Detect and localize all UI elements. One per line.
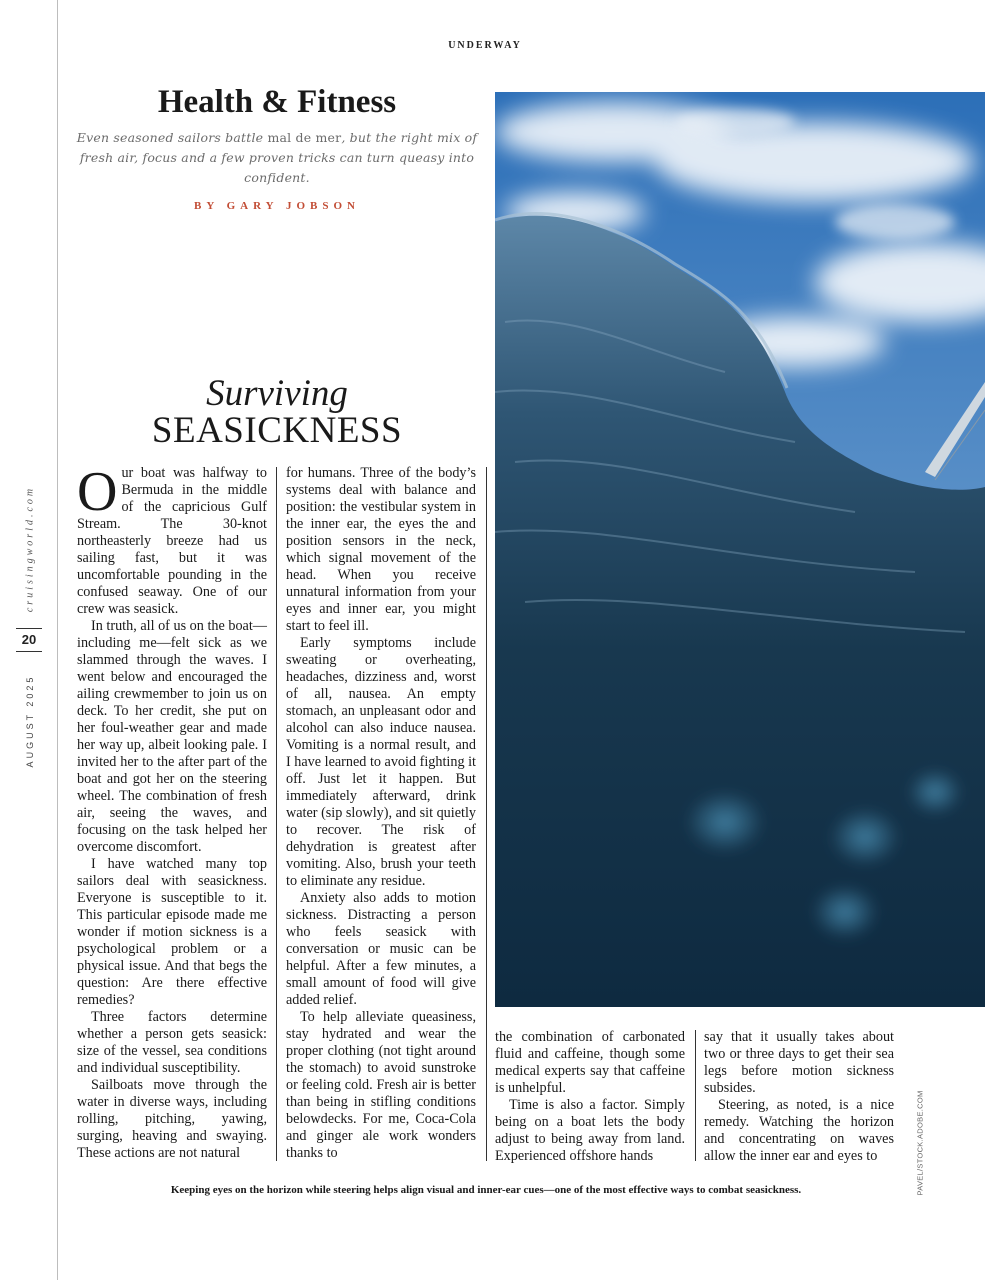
dek-part-1: Even seasoned sailors battle [76, 130, 268, 145]
body-column-4 [704, 1029, 894, 1165]
dek-part-2: , but the right mix of fresh air, focus and a few proven tricks can turn queasy into confident. [79, 130, 478, 185]
column-rule [276, 467, 277, 1161]
article-dek [70, 128, 484, 188]
drop-cap: O [77, 461, 118, 523]
page-number: 20 [16, 628, 42, 652]
paragraph-opening [77, 461, 267, 618]
body-column-3 [495, 1029, 685, 1165]
paragraph: In truth, all of us on the boat—including me—felt sick as we slammed through the waves. I went below and encouraged the ailing crewmember to join us on deck. To her credit, she put on her foul-weather gear and made her way up, albeit looking pale. I invited her to the after part of the boat and got her on the steering wheel. The combination of fresh air, seeing the waves, and focusing on the task helped her overcome discomfort. [77, 618, 267, 855]
column-rule [695, 1030, 696, 1161]
paragraph: Steering, as noted, is a nice remedy. Watching the horizon and concentrating on waves allow the inner ear and eyes to [704, 1097, 894, 1164]
paragraph: for humans. Three of the body’s systems deal with balance and position: the vestibular system in the inner ear, the eyes the and position sensors in the neck, which signal movement of the head. When you receive unnatural information from your eyes and inner ear, you might start to feel ill. [286, 465, 476, 634]
paragraph-text: ur boat was halfway to Bermuda in the middle of the capricious Gulf Stream. The 30-knot northeasterly breeze had us sailing fast, but it was uncomfortable pounding in the confused seaway. One of our crew was seasick. [77, 465, 267, 617]
photo-credit: PAVEL/STOCK.ADOBE.COM [915, 1090, 925, 1196]
paragraph: Time is also a factor. Simply being on a boat lets the body adjust to being away from land. Experienced offshore hands [495, 1097, 685, 1164]
paragraph: Three factors determine whether a person gets seasick: size of the vessel, sea conditions and individual susceptibility. [77, 1009, 267, 1076]
photo-caption: Keeping eyes on the horizon while steering helps align visual and inner-ear cues—one of the most effective ways to combat seasickness. [170, 1184, 802, 1196]
title-italic: Surviving [206, 373, 348, 414]
title-caps: SEASICKNESS [151, 410, 403, 451]
paragraph: Early symptoms include sweating or overheating, headaches, dizziness and, worst of all, nausea. An empty stomach, an unpleasant odor and alcohol can also induce nausea. Vomiting is a normal result, and I have learned to avoid fighting it off. Just let it happen. But immediately afterward, drink water (sip slowly), and sit quietly to recover. The risk of dehydration is greatest after vomiting. Also, brush your teeth to eliminate any residue. [286, 635, 476, 889]
body-column-1 [77, 461, 267, 1162]
ocean-photo [495, 92, 985, 1007]
paragraph: the combination of carbonated fluid and caffeine, though some medical experts say that caffeine is unhelpful. [495, 1029, 685, 1096]
paragraph: To help alleviate queasiness, stay hydrated and wear the proper clothing (not tight around the stomach) to avoid sunstroke or feeling cold. Fresh air is better than being in stifling conditions belowdecks. For me, Coca-Cola and ginger ale work wonders thanks to [286, 1009, 476, 1161]
dek-emphasis: mal de mer [267, 130, 342, 145]
page-spine-rule [57, 0, 58, 1280]
paragraph: say that it usually takes about two or three days to get their sea legs before motion sickness subsides. [704, 1029, 894, 1096]
side-site-url: cruisingworld.com [24, 485, 36, 613]
paragraph: Sailboats move through the water in diverse ways, including rolling, pitching, yawing, surging, heaving and swaying. These actions are not natural [77, 1077, 267, 1161]
column-rule [486, 467, 487, 1161]
section-kicker: UNDERWAY [448, 40, 522, 51]
department-title: Health & Fitness [157, 84, 397, 120]
issue-date: AUGUST 2025 [25, 674, 35, 768]
body-column-2 [286, 465, 476, 1162]
article-title [78, 372, 476, 450]
paragraph: Anxiety also adds to motion sickness. Distracting a person who feels seasick with conversation or music can be helpful. After a few minutes, a small amount of food will give added relief. [286, 890, 476, 1008]
byline: BY GARY JOBSON [194, 200, 360, 212]
paragraph: I have watched many top sailors deal with seasickness. Everyone is susceptible to it. This particular episode made me wonder if motion sickness is a psychological problem or a physical issue. And that begs the question: Are there effective remedies? [77, 856, 267, 1008]
